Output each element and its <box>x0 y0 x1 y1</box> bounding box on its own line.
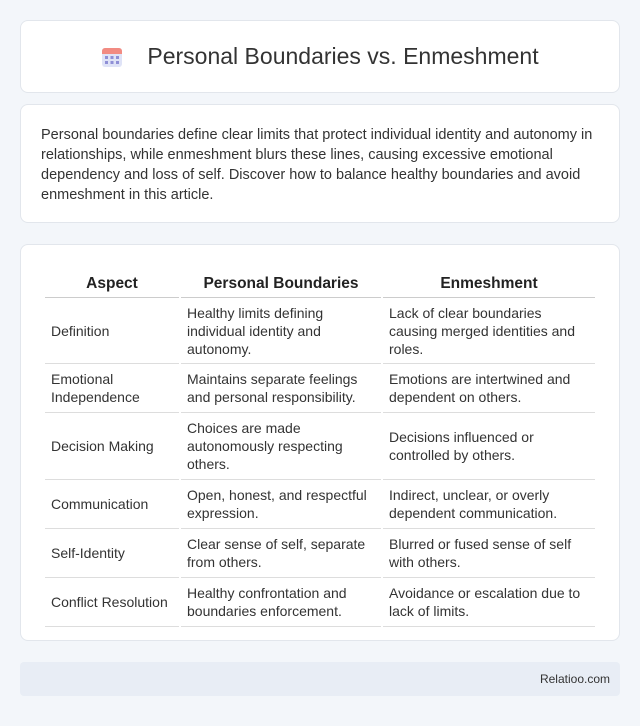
page-title-text: Personal Boundaries vs. Enmeshment <box>147 43 539 69</box>
enmeshment-cell: Indirect, unclear, or overly dependent communication. <box>383 480 595 529</box>
comparison-table-card <box>20 244 620 641</box>
enmeshment-cell: Decisions influenced or controlled by others. <box>383 413 595 480</box>
comparison-table <box>43 265 597 627</box>
page-title <box>101 43 538 70</box>
calendar-icon <box>101 46 123 68</box>
table-row <box>45 413 595 480</box>
aspect-cell: Communication <box>45 480 179 529</box>
personal-boundaries-cell: Open, honest, and respectful expression. <box>181 480 381 529</box>
personal-boundaries-cell: Choices are made autonomously respecting others. <box>181 413 381 480</box>
enmeshment-cell: Blurred or fused sense of self with others. <box>383 529 595 578</box>
aspect-cell: Definition <box>45 298 179 364</box>
header-personal-boundaries: Personal Boundaries <box>181 265 381 298</box>
aspect-cell: Conflict Resolution <box>45 578 179 627</box>
personal-boundaries-cell: Clear sense of self, separate from others. <box>181 529 381 578</box>
header-aspect: Aspect <box>45 265 179 298</box>
aspect-cell: Self-Identity <box>45 529 179 578</box>
title-card <box>20 20 620 93</box>
table-row <box>45 480 595 529</box>
header-enmeshment: Enmeshment <box>383 265 595 298</box>
table-row <box>45 298 595 364</box>
aspect-cell: Emotional Independence <box>45 364 179 413</box>
intro-card <box>20 104 620 223</box>
intro-text: Personal boundaries define clear limits that protect individual identity and autonomy in relationships, while enmeshment blurs these lines, causing excessive emotional dependency and loss of self. Discover how to balance healthy boundaries and avoid enmeshment in this article. <box>41 127 593 203</box>
personal-boundaries-cell: Healthy limits defining individual identity and autonomy. <box>181 298 381 364</box>
enmeshment-cell: Lack of clear boundaries causing merged identities and roles. <box>383 298 595 364</box>
aspect-cell: Decision Making <box>45 413 179 480</box>
personal-boundaries-cell: Maintains separate feelings and personal responsibility. <box>181 364 381 413</box>
enmeshment-cell: Avoidance or escalation due to lack of limits. <box>383 578 595 627</box>
footer <box>20 662 620 696</box>
table-row <box>45 364 595 413</box>
footer-brand: Relatioo.com <box>539 672 610 686</box>
table-row <box>45 529 595 578</box>
personal-boundaries-cell: Healthy confrontation and boundaries enforcement. <box>181 578 381 627</box>
table-row <box>45 578 595 627</box>
table-header-row <box>45 265 595 298</box>
enmeshment-cell: Emotions are intertwined and dependent on others. <box>383 364 595 413</box>
